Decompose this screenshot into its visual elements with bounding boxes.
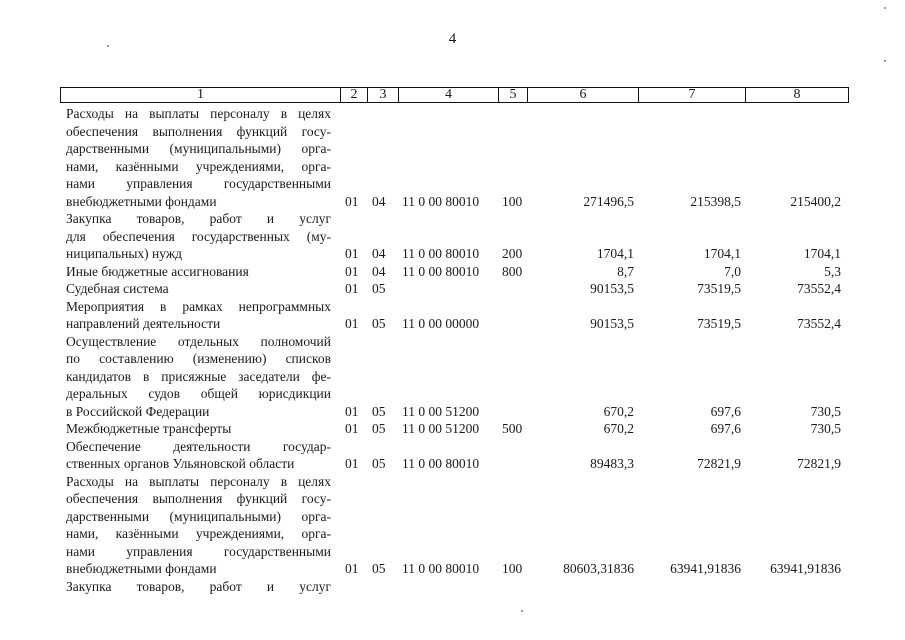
description-line: дарственными (муниципальными) орга-: [66, 141, 331, 156]
target-article-code: 11 0 00 80010: [402, 246, 480, 261]
description-line: в Российской Федерации: [66, 403, 210, 419]
amount-year-3: 72821,9: [797, 456, 841, 471]
page-number: 4: [448, 31, 457, 47]
amount-year-2: 1704,1: [703, 246, 741, 261]
section-code: 01: [345, 403, 359, 419]
description-line: для обеспечения государственных (му-: [66, 228, 331, 244]
description-line: ниципальных) нужд: [66, 246, 183, 261]
amount-year-3: 73552,4: [797, 281, 841, 296]
amount-year-2: 63941,91836: [670, 561, 741, 576]
target-article-code: 11 0 00 51200: [402, 421, 480, 436]
table-header: [60, 87, 849, 103]
description-line: ственных органов Ульяновской области: [66, 456, 295, 471]
description-line: нами, казёнными учреждениями, орга-: [66, 158, 331, 174]
expense-type-code: 200: [502, 246, 523, 261]
target-article-code: 11 0 00 80010: [402, 263, 480, 279]
target-article-code: 11 0 00 00000: [402, 316, 480, 331]
expense-type-code: 100: [502, 561, 523, 576]
description-line: Иные бюджетные ассигнования: [66, 263, 249, 279]
description-line: внебюджетными фондами: [66, 561, 217, 576]
description-line: Закупка товаров, работ и услуг: [66, 211, 331, 226]
section-code: 01: [345, 561, 359, 576]
description-line: кандидатов в присяжные заседатели фе-: [66, 368, 331, 384]
amount-year-2: 7,0: [724, 263, 741, 279]
target-article-code: 11 0 00 80010: [402, 561, 480, 576]
subsection-code: 05: [372, 561, 386, 576]
header-col-2: 2: [350, 87, 358, 102]
amount-year-2: 215398,5: [690, 193, 741, 209]
row-description: [66, 263, 331, 281]
header-col-6: 6: [579, 87, 587, 102]
subsection-code: 04: [372, 246, 386, 261]
description-line: внебюджетными фондами: [66, 193, 217, 209]
description-line: нами управления государственными: [66, 543, 331, 559]
subsection-code: 04: [372, 193, 386, 209]
scan-speck: [107, 45, 109, 47]
amount-year-2: 73519,5: [697, 316, 741, 331]
amount-year-2: 697,6: [710, 421, 741, 436]
row-description: [66, 420, 331, 438]
header-col-3: 3: [379, 87, 387, 102]
amount-year-3: 215400,2: [790, 193, 841, 209]
amount-year-1: 80603,31836: [563, 561, 634, 576]
expense-type-code: 800: [502, 263, 523, 279]
description-line: Судебная система: [66, 281, 169, 296]
description-line: Расходы на выплаты персоналу в целях: [66, 473, 331, 489]
row-description: [66, 105, 331, 210]
header-col-4: 4: [445, 87, 452, 102]
section-code: 01: [345, 281, 359, 296]
amount-year-1: 90153,5: [590, 281, 634, 296]
description-line: дарственными (муниципальными) орга-: [66, 508, 331, 524]
row-description: [66, 280, 331, 298]
amount-year-3: 730,5: [810, 421, 841, 436]
row-description: [66, 333, 331, 421]
section-code: 01: [345, 421, 359, 436]
row-description: [66, 473, 331, 578]
amount-year-3: 73552,4: [797, 316, 841, 331]
row-description: [66, 210, 331, 263]
description-line: направлений деятельности: [66, 316, 221, 331]
description-line: обеспечения выполнения функций госу-: [66, 491, 331, 506]
amount-year-3: 730,5: [810, 403, 841, 419]
row-description: [66, 298, 331, 333]
description-line: Межбюджетные трансферты: [66, 421, 232, 436]
target-article-code: 11 0 00 80010: [402, 193, 480, 209]
target-article-code: 11 0 00 80010: [402, 456, 480, 471]
row-description: [66, 578, 331, 596]
scan-speck: [884, 7, 886, 9]
subsection-code: 05: [372, 421, 386, 436]
description-line: Осуществление отдельных полномочий: [66, 333, 331, 349]
amount-year-1: 670,2: [603, 421, 634, 436]
header-col-8: 8: [793, 87, 801, 102]
row-description: [66, 438, 331, 473]
subsection-code: 05: [372, 456, 386, 471]
amount-year-1: 670,2: [603, 403, 634, 419]
scan-speck: [521, 610, 523, 612]
amount-year-1: 1704,1: [596, 246, 634, 261]
section-code: 01: [345, 193, 359, 209]
header-col-1: 1: [197, 87, 204, 102]
description-line: Расходы на выплаты персоналу в целях: [66, 106, 331, 121]
amount-year-2: 73519,5: [697, 281, 741, 296]
amount-year-3: 1704,1: [803, 246, 841, 261]
amount-year-3: 63941,91836: [770, 561, 841, 576]
amount-year-3: 5,3: [824, 263, 841, 279]
description-line: Закупка товаров, работ и услуг: [66, 578, 331, 594]
section-code: 01: [345, 456, 359, 471]
header-col-5: 5: [509, 87, 517, 102]
description-line: деральных судов общей юрисдикции: [66, 386, 331, 401]
section-code: 01: [345, 246, 359, 261]
expense-type-code: 500: [502, 421, 523, 436]
scan-speck: [884, 60, 886, 62]
amount-year-1: 271496,5: [583, 193, 634, 209]
amount-year-2: 72821,9: [697, 456, 741, 471]
subsection-code: 05: [372, 281, 386, 296]
header-col-7: 7: [688, 87, 696, 102]
target-article-code: 11 0 00 51200: [402, 403, 480, 419]
description-line: нами, казёнными учреждениями, орга-: [66, 526, 331, 541]
description-line: Мероприятия в рамках непрограммных: [66, 298, 331, 314]
description-line: обеспечения выполнения функций госу-: [66, 123, 331, 139]
amount-year-2: 697,6: [710, 403, 741, 419]
amount-year-1: 8,7: [617, 263, 634, 279]
subsection-code: 05: [372, 316, 386, 331]
amount-year-1: 90153,5: [590, 316, 634, 331]
description-line: нами управления государственными: [66, 176, 331, 191]
description-line: по составлению (изменению) списков: [66, 351, 331, 366]
description-line: Обеспечение деятельности государ-: [66, 438, 331, 454]
amount-year-1: 89483,3: [590, 456, 634, 471]
expense-type-code: 100: [502, 193, 523, 209]
subsection-code: 04: [372, 263, 386, 279]
subsection-code: 05: [372, 403, 386, 419]
section-code: 01: [345, 316, 359, 331]
section-code: 01: [345, 263, 359, 279]
